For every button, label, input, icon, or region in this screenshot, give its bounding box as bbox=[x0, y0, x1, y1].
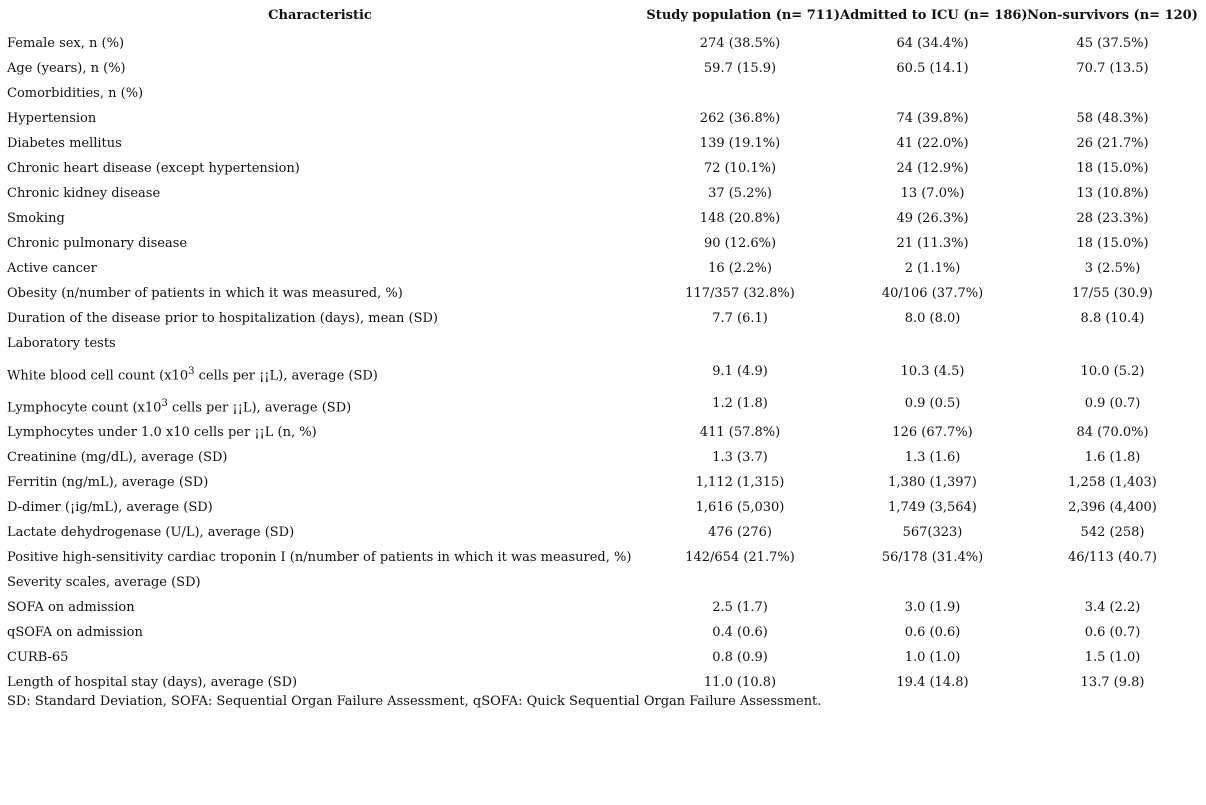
row-label: Laboratory tests bbox=[7, 336, 116, 351]
cell-study-population: 37 (5.2%) bbox=[708, 186, 772, 201]
cell-admitted-icu: 24 (12.9%) bbox=[896, 161, 969, 176]
cell-admitted-icu: 64 (34.4%) bbox=[896, 36, 969, 51]
row-label: Age (years), n (%) bbox=[7, 61, 126, 76]
row-label-text: Lymphocyte count (x10 bbox=[7, 400, 162, 415]
row-label: Hypertension bbox=[7, 111, 97, 126]
cell-study-population: 2.5 (1.7) bbox=[712, 600, 768, 615]
cell-admitted-icu: 56/178 (31.4%) bbox=[881, 550, 984, 565]
row-label: SOFA on admission bbox=[7, 600, 135, 615]
table-row bbox=[0, 105, 1206, 130]
cell-non-survivors: 3 (2.5%) bbox=[1084, 261, 1141, 276]
table-row bbox=[0, 644, 1206, 669]
table-footnote: SD: Standard Deviation, SOFA: Sequential Organ Failure Assessment, qSOFA: Quick Sequential Organ Failure Assessment. bbox=[7, 694, 822, 709]
row-label: Obesity (n/number of patients in which it was measured, %) bbox=[7, 286, 403, 301]
cell-non-survivors bbox=[1025, 351, 1200, 355]
table-row bbox=[0, 30, 1206, 55]
header-admitted-icu: Admitted to ICU (n= 186) bbox=[840, 7, 1028, 23]
row-label: Smoking bbox=[7, 211, 65, 226]
header-characteristic: Characteristic bbox=[268, 7, 372, 23]
row-label: Active cancer bbox=[7, 261, 97, 276]
cell-admitted-icu: 2 (1.1%) bbox=[904, 261, 961, 276]
table-row bbox=[0, 494, 1206, 519]
cell-admitted-icu: 1.3 (1.6) bbox=[904, 450, 961, 465]
row-label: Lymphocytes under 1.0 x10 cells per ¡¡L (n, %) bbox=[7, 425, 317, 440]
cell-non-survivors: 542 (258) bbox=[1080, 525, 1145, 540]
cell-non-survivors: 8.8 (10.4) bbox=[1080, 311, 1145, 326]
row-label: Female sex, n (%) bbox=[7, 36, 125, 51]
header-study-population: Study population (n= 711) bbox=[646, 7, 840, 23]
table-row bbox=[0, 305, 1206, 330]
cell-admitted-icu: 74 (39.8%) bbox=[896, 111, 969, 126]
row-label: Chronic heart disease (except hypertension) bbox=[7, 161, 300, 176]
cell-non-survivors bbox=[1025, 590, 1200, 594]
cell-admitted-icu: 21 (11.3%) bbox=[896, 236, 969, 251]
table-row bbox=[0, 444, 1206, 469]
row-label: Chronic pulmonary disease bbox=[7, 236, 188, 251]
cell-non-survivors: 58 (48.3%) bbox=[1076, 111, 1149, 126]
table-row bbox=[0, 330, 1206, 355]
cell-admitted-icu bbox=[840, 590, 1025, 594]
table-row bbox=[0, 387, 1206, 419]
cell-admitted-icu: 1,380 (1,397) bbox=[888, 475, 977, 490]
cell-non-survivors: 18 (15.0%) bbox=[1076, 236, 1149, 251]
row-label bbox=[0, 366, 640, 387]
cell-study-population: 142/654 (21.7%) bbox=[685, 550, 795, 565]
cell-non-survivors: 1.5 (1.0) bbox=[1084, 650, 1141, 665]
cell-study-population: 1,112 (1,315) bbox=[695, 475, 785, 490]
cell-admitted-icu: 19.4 (14.8) bbox=[896, 675, 969, 690]
cell-study-population: 16 (2.2%) bbox=[708, 261, 772, 276]
row-label: Creatinine (mg/dL), average (SD) bbox=[7, 450, 228, 465]
cell-non-survivors: 70.7 (13.5) bbox=[1076, 61, 1149, 76]
cell-non-survivors: 10.0 (5.2) bbox=[1080, 364, 1145, 379]
cell-study-population: 117/357 (32.8%) bbox=[685, 286, 795, 301]
header-non-survivors: Non-survivors (n= 120) bbox=[1027, 7, 1198, 23]
table-row bbox=[0, 619, 1206, 644]
table-row bbox=[0, 280, 1206, 305]
cell-study-population: 7.7 (6.1) bbox=[712, 311, 768, 326]
cell-admitted-icu: 60.5 (14.1) bbox=[896, 61, 969, 76]
cell-admitted-icu: 40/106 (37.7%) bbox=[881, 286, 984, 301]
cell-study-population: 11.0 (10.8) bbox=[703, 675, 777, 690]
cell-admitted-icu: 1.0 (1.0) bbox=[904, 650, 961, 665]
row-label: Ferritin (ng/mL), average (SD) bbox=[7, 475, 209, 490]
cell-admitted-icu: 3.0 (1.9) bbox=[904, 600, 961, 615]
cell-admitted-icu: 0.6 (0.6) bbox=[904, 625, 961, 640]
cell-non-survivors: 46/113 (40.7) bbox=[1068, 550, 1157, 565]
row-label-text: cells per ¡¡L), average (SD) bbox=[194, 368, 378, 383]
cell-non-survivors: 0.9 (0.7) bbox=[1084, 396, 1141, 411]
row-label: Comorbidities, n (%) bbox=[7, 86, 144, 101]
table-row bbox=[0, 55, 1206, 80]
cell-non-survivors: 28 (23.3%) bbox=[1076, 211, 1149, 226]
cell-study-population bbox=[640, 590, 840, 594]
row-label-text: cells per ¡¡L), average (SD) bbox=[167, 400, 352, 415]
cell-non-survivors: 84 (70.0%) bbox=[1076, 425, 1149, 440]
row-label: D-dimer (¡ig/mL), average (SD) bbox=[7, 500, 213, 515]
cell-study-population: 1,616 (5,030) bbox=[695, 500, 785, 515]
row-label: Duration of the disease prior to hospitalization (days), mean (SD) bbox=[7, 311, 439, 326]
cell-study-population: 1.2 (1.8) bbox=[712, 396, 768, 411]
row-label: Lactate dehydrogenase (U/L), average (SD) bbox=[7, 525, 295, 540]
cell-admitted-icu: 567(323) bbox=[902, 525, 963, 540]
cell-study-population: 0.4 (0.6) bbox=[712, 625, 768, 640]
table-row bbox=[0, 80, 1206, 105]
cell-non-survivors: 2,396 (4,400) bbox=[1068, 500, 1157, 515]
cell-study-population: 9.1 (4.9) bbox=[712, 364, 768, 379]
cell-admitted-icu: 13 (7.0%) bbox=[900, 186, 965, 201]
cell-study-population: 476 (276) bbox=[708, 525, 772, 540]
row-label: qSOFA on admission bbox=[7, 625, 143, 640]
cell-study-population bbox=[640, 351, 840, 355]
table-row bbox=[0, 569, 1206, 594]
cell-study-population: 139 (19.1%) bbox=[699, 136, 781, 151]
cell-non-survivors: 13 (10.8%) bbox=[1076, 186, 1149, 201]
table-row bbox=[0, 255, 1206, 280]
cell-non-survivors: 18 (15.0%) bbox=[1076, 161, 1149, 176]
cell-study-population: 90 (12.6%) bbox=[703, 236, 777, 251]
table-row bbox=[0, 419, 1206, 444]
row-label: Length of hospital stay (days), average (SD) bbox=[7, 675, 298, 690]
cell-study-population bbox=[640, 101, 840, 105]
row-label: CURB-65 bbox=[7, 650, 69, 665]
cell-admitted-icu: 8.0 (8.0) bbox=[904, 311, 961, 326]
cell-study-population: 1.3 (3.7) bbox=[712, 450, 768, 465]
cell-non-survivors: 26 (21.7%) bbox=[1076, 136, 1149, 151]
row-label-superscript: 3 bbox=[161, 397, 168, 409]
cell-admitted-icu: 0.9 (0.5) bbox=[904, 396, 961, 411]
table-row bbox=[0, 180, 1206, 205]
table-row bbox=[0, 230, 1206, 255]
cell-admitted-icu: 41 (22.0%) bbox=[896, 136, 969, 151]
table-header bbox=[0, 0, 1206, 30]
cell-admitted-icu: 49 (26.3%) bbox=[896, 211, 969, 226]
table-row bbox=[0, 155, 1206, 180]
cell-study-population: 262 (36.8%) bbox=[699, 111, 781, 126]
cell-study-population: 148 (20.8%) bbox=[699, 211, 781, 226]
cell-non-survivors: 1,258 (1,403) bbox=[1068, 475, 1157, 490]
row-label-text: White blood cell count (x10 bbox=[7, 368, 189, 383]
table-row bbox=[0, 594, 1206, 619]
cell-study-population: 72 (10.1%) bbox=[703, 161, 777, 176]
cell-admitted-icu: 1,749 (3,564) bbox=[888, 500, 977, 515]
table-row bbox=[0, 519, 1206, 544]
cell-admitted-icu bbox=[840, 351, 1025, 355]
table-row bbox=[0, 469, 1206, 494]
row-label: Chronic kidney disease bbox=[7, 186, 161, 201]
row-label-superscript: 3 bbox=[188, 365, 195, 377]
table-body bbox=[0, 30, 1206, 694]
cell-non-survivors: 13.7 (9.8) bbox=[1080, 675, 1145, 690]
table-row bbox=[0, 355, 1206, 387]
cell-non-survivors: 0.6 (0.7) bbox=[1084, 625, 1141, 640]
cell-admitted-icu bbox=[840, 101, 1025, 105]
cell-study-population: 411 (57.8%) bbox=[699, 425, 781, 440]
row-label: Diabetes mellitus bbox=[7, 136, 122, 151]
row-label bbox=[0, 398, 640, 419]
cell-non-survivors: 45 (37.5%) bbox=[1076, 36, 1149, 51]
cell-non-survivors: 1.6 (1.8) bbox=[1084, 450, 1141, 465]
cell-non-survivors: 3.4 (2.2) bbox=[1084, 600, 1141, 615]
table-row bbox=[0, 544, 1206, 569]
cell-study-population: 0.8 (0.9) bbox=[712, 650, 768, 665]
row-label: Positive high-sensitivity cardiac troponin I (n/number of patients in which it was measured, %) bbox=[7, 550, 632, 565]
row-label: Severity scales, average (SD) bbox=[7, 575, 201, 590]
cell-study-population: 59.7 (15.9) bbox=[703, 61, 777, 76]
table-row bbox=[0, 205, 1206, 230]
table-row bbox=[0, 130, 1206, 155]
cell-study-population: 274 (38.5%) bbox=[699, 36, 781, 51]
cell-non-survivors bbox=[1025, 101, 1200, 105]
table-row bbox=[0, 669, 1206, 694]
cell-admitted-icu: 10.3 (4.5) bbox=[900, 364, 965, 379]
cell-admitted-icu: 126 (67.7%) bbox=[892, 425, 973, 440]
cell-non-survivors: 17/55 (30.9) bbox=[1072, 286, 1153, 301]
